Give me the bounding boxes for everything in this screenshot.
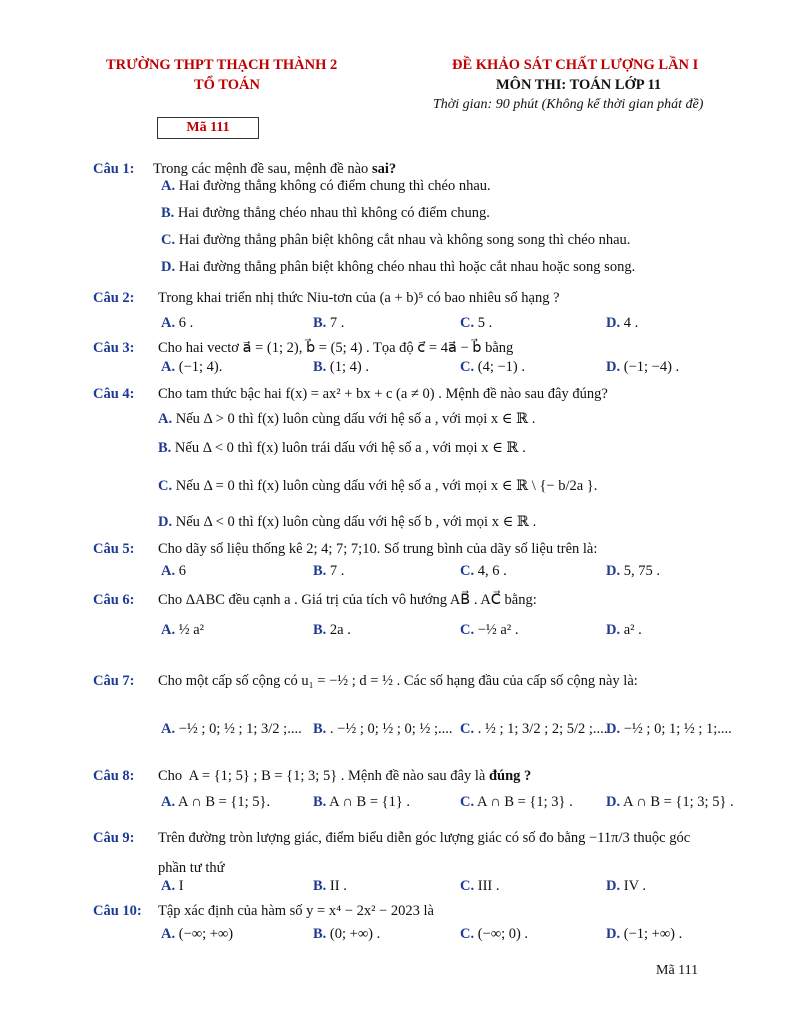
option-label: B. <box>313 315 327 331</box>
option-c <box>460 721 607 738</box>
option-label: B. <box>313 622 327 638</box>
question-text: Cho một cấp số cộng có u₁ = −½ ; d = ½ . Các số hạng đầu của cấp số cộng này là: <box>158 673 638 689</box>
option-text: Hai đường thẳng phân biệt không chéo nhau thì hoặc cắt nhau hoặc song song. <box>178 259 636 275</box>
option-text: A ∩ B = {1; 5}. <box>177 794 271 810</box>
option-label: D. <box>606 563 621 579</box>
option-label: D. <box>606 794 621 810</box>
option-c <box>460 315 492 332</box>
option-label: D. <box>606 878 621 894</box>
question-1-stem: Trong các mệnh đề sau, mệnh đề nào sai? <box>153 161 397 177</box>
option-label: A. <box>161 315 176 331</box>
option-text: −½ ; 0; ½ ; 1; 3/2 ;.... <box>178 721 302 737</box>
option-d <box>606 563 660 580</box>
question-text: Tập xác định của hàm số y = x⁴ − 2x² − 2023 là <box>158 903 434 919</box>
question-number: Câu 9: <box>93 830 135 846</box>
option-text: III . <box>477 878 500 894</box>
option-text: Nếu Δ > 0 thì f(x) luôn cùng dấu với hệ số a , với mọi x ∈ ℝ . <box>175 411 536 427</box>
option-text: 2a . <box>329 622 351 638</box>
option-label: A. <box>158 411 173 427</box>
option-label: D. <box>606 359 621 375</box>
question-number: Câu 8: <box>93 768 135 784</box>
option-d <box>606 359 679 376</box>
option-label: A. <box>161 794 176 810</box>
question-number: Câu 6: <box>93 592 135 608</box>
option-a <box>161 178 491 195</box>
exam-subject: MÔN THI: TOÁN LỚP 11 <box>496 77 662 93</box>
school-name: TRƯỜNG THPT THẠCH THÀNH 2 <box>106 57 338 73</box>
option-text: (−∞; +∞) <box>178 926 234 942</box>
option-label: A. <box>161 622 176 638</box>
option-text: Hai đường thẳng chéo nhau thì không có điểm chung. <box>177 205 490 221</box>
option-label: D. <box>606 721 621 737</box>
option-text: II . <box>329 878 347 894</box>
option-c <box>460 878 499 895</box>
option-d <box>606 794 734 811</box>
option-c <box>460 359 525 376</box>
question-text: Cho ΔABC đều cạnh a . Giá trị của tích vô hướng AB⃗ . AC⃗ bằng: <box>158 592 537 608</box>
exam-title: ĐỀ KHẢO SÁT CHẤT LƯỢNG LẦN I <box>452 57 699 73</box>
option-text: −½ ; 0; 1; ½ ; 1;.... <box>623 721 732 737</box>
option-label: C. <box>158 478 173 494</box>
option-d <box>606 926 682 943</box>
option-text: a² . <box>623 622 642 638</box>
option-text: A ∩ B = {1; 3; 5} . <box>622 794 734 810</box>
option-text: 7 . <box>329 315 345 331</box>
option-text: I <box>178 878 184 894</box>
option-label: B. <box>313 794 327 810</box>
option-text: 6 . <box>178 315 194 331</box>
question-text: Cho hai vectơ a⃗ = (1; 2), b⃗ = (5; 4) . Tọa độ c⃗ = 4a⃗ − b⃗ bằng <box>158 340 514 356</box>
question-text <box>153 161 396 178</box>
option-label: C. <box>460 721 475 737</box>
option-a <box>161 359 222 376</box>
option-text: −½ a² . <box>477 622 519 638</box>
option-label: A. <box>161 359 176 375</box>
option-a <box>161 878 184 895</box>
option-label: B. <box>158 440 172 456</box>
question-text: Cho tam thức bậc hai f(x) = ax² + bx + c (a ≠ 0) . Mệnh đề nào sau đây đúng? <box>158 386 608 402</box>
question-text: Trong khai triển nhị thức Niu-tơn của (a + b)⁵ có bao nhiêu số hạng ? <box>158 290 560 306</box>
option-text: . −½ ; 0; ½ ; 0; ½ ;.... <box>329 721 453 737</box>
option-label: A. <box>161 926 176 942</box>
option-a <box>161 721 302 738</box>
option-d <box>161 259 635 276</box>
option-label: C. <box>460 794 475 810</box>
option-b <box>158 440 526 457</box>
option-label: C. <box>161 232 176 248</box>
question-number: Câu 1: <box>93 161 135 177</box>
option-c <box>161 232 630 249</box>
option-label: B. <box>313 878 327 894</box>
option-text: IV . <box>623 878 647 894</box>
option-label: D. <box>158 514 173 530</box>
option-text: A ∩ B = {1} . <box>329 794 411 810</box>
exam-code-box: Mã 111 <box>157 117 259 139</box>
option-b <box>313 926 380 943</box>
option-label: B. <box>161 205 175 221</box>
option-label: C. <box>460 926 475 942</box>
option-text: A ∩ B = {1; 3} . <box>476 794 573 810</box>
footer-exam-code: Mã 111 <box>656 963 699 978</box>
option-c <box>460 926 528 943</box>
option-text: Nếu Δ < 0 thì f(x) luôn cùng dấu với hệ số b , với mọi x ∈ ℝ . <box>175 514 537 530</box>
option-label: C. <box>460 878 475 894</box>
option-label: C. <box>460 359 475 375</box>
option-text: Hai đường thẳng phân biệt không cắt nhau và không song song thì chéo nhau. <box>178 232 631 248</box>
option-c <box>158 478 597 495</box>
question-number: Câu 4: <box>93 386 135 402</box>
option-text: (−1; 4). <box>178 359 223 375</box>
option-text: 5, 75 . <box>623 563 660 579</box>
option-label: A. <box>161 563 176 579</box>
option-b <box>313 563 344 580</box>
department-name: TỔ TOÁN <box>194 77 260 93</box>
option-label: B. <box>313 926 327 942</box>
option-label: C. <box>460 622 475 638</box>
option-b <box>313 721 453 738</box>
exam-time: Thời gian: 90 phút (Không kể thời gian phát đề) <box>433 97 704 112</box>
question-text <box>158 768 531 785</box>
option-d <box>158 514 536 531</box>
option-label: A. <box>161 721 176 737</box>
option-label: B. <box>313 359 327 375</box>
option-text: (−1; −4) . <box>623 359 680 375</box>
option-d <box>606 622 642 639</box>
question-number: Câu 5: <box>93 541 135 557</box>
option-label: C. <box>460 315 475 331</box>
option-text: Nếu Δ = 0 thì f(x) luôn cùng dấu với hệ số a , với mọi x ∈ ℝ \ {− b/2a }. <box>175 478 598 494</box>
question-8-stem: Cho A = {1; 5} ; B = {1; 3; 5} . Mệnh đề nào sau đây là đúng ? <box>158 768 532 784</box>
option-a <box>161 315 193 332</box>
option-label: A. <box>161 178 176 194</box>
option-text: (1; 4) . <box>329 359 369 375</box>
option-text: Hai đường thẳng không có điểm chung thì chéo nhau. <box>178 178 491 194</box>
option-label: D. <box>606 315 621 331</box>
option-label: D. <box>606 622 621 638</box>
option-b <box>313 794 410 811</box>
option-c <box>460 794 573 811</box>
option-b <box>313 622 351 639</box>
option-a <box>161 794 270 811</box>
option-a <box>158 411 535 428</box>
option-d <box>606 721 732 738</box>
option-d <box>606 315 638 332</box>
option-text: 5 . <box>477 315 493 331</box>
option-text: 7 . <box>329 563 345 579</box>
option-a <box>161 926 233 943</box>
option-b <box>313 315 344 332</box>
option-text: ½ a² <box>178 622 205 638</box>
option-a <box>161 622 204 639</box>
question-number: Câu 3: <box>93 340 135 356</box>
option-label: D. <box>161 259 176 275</box>
option-b <box>313 878 347 895</box>
question-text: Trên đường tròn lượng giác, điểm biểu diễn góc lượng giác có số đo bằng −11π/3 thuộc góc <box>158 830 691 846</box>
option-text: (4; −1) . <box>477 359 525 375</box>
question-number: Câu 10: <box>93 903 142 919</box>
option-label: D. <box>606 926 621 942</box>
option-label: A. <box>161 878 176 894</box>
option-label: B. <box>313 563 327 579</box>
option-text: (−1; +∞) . <box>623 926 683 942</box>
option-text: 4, 6 . <box>477 563 507 579</box>
option-text: (−∞; 0) . <box>477 926 529 942</box>
option-label: C. <box>460 563 475 579</box>
question-text-continued: phần tư thứ <box>158 860 225 876</box>
option-label: B. <box>313 721 327 737</box>
option-a <box>161 563 186 580</box>
option-c <box>460 563 507 580</box>
option-b <box>161 205 490 222</box>
option-text: . ½ ; 1; 3/2 ; 2; 5/2 ;.... <box>477 721 608 737</box>
option-text: 4 . <box>623 315 639 331</box>
option-b <box>313 359 369 376</box>
option-c <box>460 622 518 639</box>
question-text: Cho dãy số liệu thống kê 2; 4; 7; 7;10. Số trung bình của dãy số liệu trên là: <box>158 541 598 557</box>
question-number: Câu 7: <box>93 673 135 689</box>
question-number: Câu 2: <box>93 290 135 306</box>
option-d <box>606 878 646 895</box>
option-text: Nếu Δ < 0 thì f(x) luôn trái dấu với hệ số a , với mọi x ∈ ℝ . <box>174 440 526 456</box>
option-text: (0; +∞) . <box>329 926 381 942</box>
option-text: 6 <box>178 563 186 579</box>
